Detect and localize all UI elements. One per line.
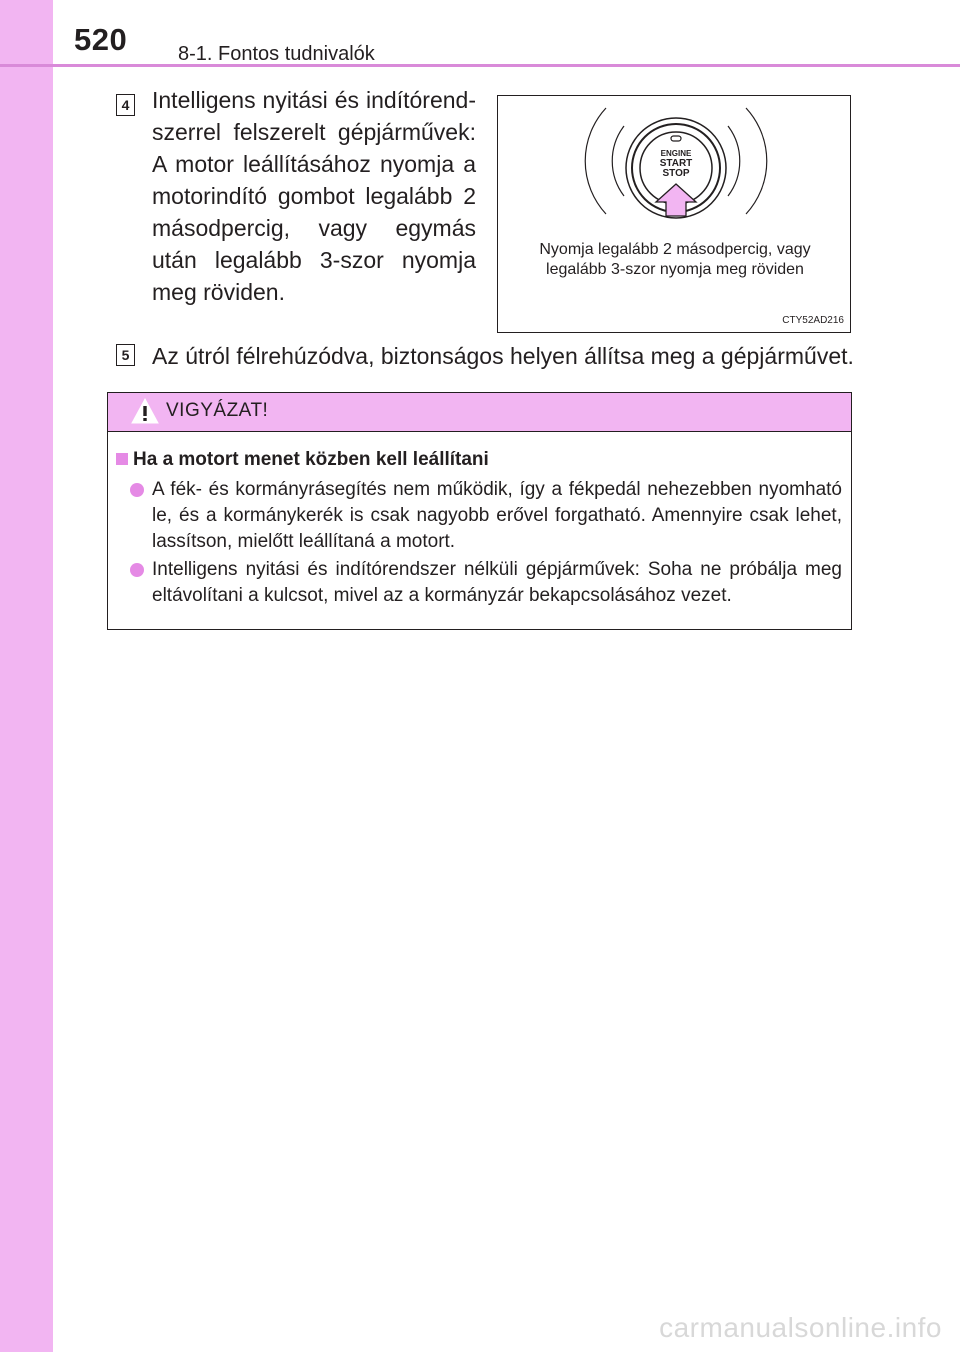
section-title: 8-1. Fontos tudnivalók <box>178 43 375 65</box>
warning-triangle-icon <box>130 397 160 425</box>
warning-header <box>108 393 851 432</box>
warning-heading-text: Ha a motort menet közben kell leállítani <box>133 449 489 470</box>
warning-heading <box>116 449 489 471</box>
side-color-band <box>0 0 53 1352</box>
warning-item-text: A fék- és kormányrásegítés nem működik, így a fékpedál nehezebben nyomható le, és a kormánykerék is csak nagyobb erővel forgatható. Amennyire csak lehet, lassítson, mielőtt leállítaná a motort. <box>152 479 842 552</box>
warning-item <box>130 557 842 609</box>
engine-start-stop-illustration <box>498 96 852 334</box>
figure-caption-line-1: Nyomja legalább 2 másodpercig, vagy <box>539 241 811 258</box>
square-bullet-icon <box>116 453 128 465</box>
figure-caption <box>498 240 852 280</box>
step-4-text: Intelligens nyitási és indítórend-szerrel felszerelt gépjárművek: A motor leállításához nyomja a motorindító gombot legalább 2 másodpercig, vagy egymás után legalább 3-szor nyomja meg röviden. <box>152 87 476 305</box>
page-number: 520 <box>74 22 128 57</box>
step-number-4: 4 <box>116 94 135 116</box>
warning-box <box>107 392 852 630</box>
stop-label: STOP <box>662 168 690 179</box>
watermark: carmanualsonline.info <box>659 1312 942 1343</box>
engine-label: ENGINE <box>660 149 692 158</box>
figure-code: CTY52AD216 <box>782 315 844 326</box>
step-5-text: Az útról félrehúzódva, biztonságos helyen állítsa meg a gépjárművet. <box>152 343 854 369</box>
step-number-5: 5 <box>116 344 135 366</box>
warning-item <box>130 477 842 555</box>
engine-button-label <box>648 149 704 179</box>
bullet-dot-icon <box>130 483 144 497</box>
start-label: START <box>659 158 693 169</box>
figure-caption-line-2: legalább 3-szor nyomja meg röviden <box>546 261 804 278</box>
engine-button-figure <box>497 95 851 333</box>
warning-item-text: Intelligens nyitási és indítórendszer nélküli gépjárművek: Soha ne próbálja meg eltávolítani a kulcsot, mivel az a kormányzár bekapcsolásához vezet. <box>152 559 842 606</box>
warning-title: VIGYÁZAT! <box>166 400 269 421</box>
header-rule <box>0 64 960 67</box>
bullet-dot-icon <box>130 563 144 577</box>
